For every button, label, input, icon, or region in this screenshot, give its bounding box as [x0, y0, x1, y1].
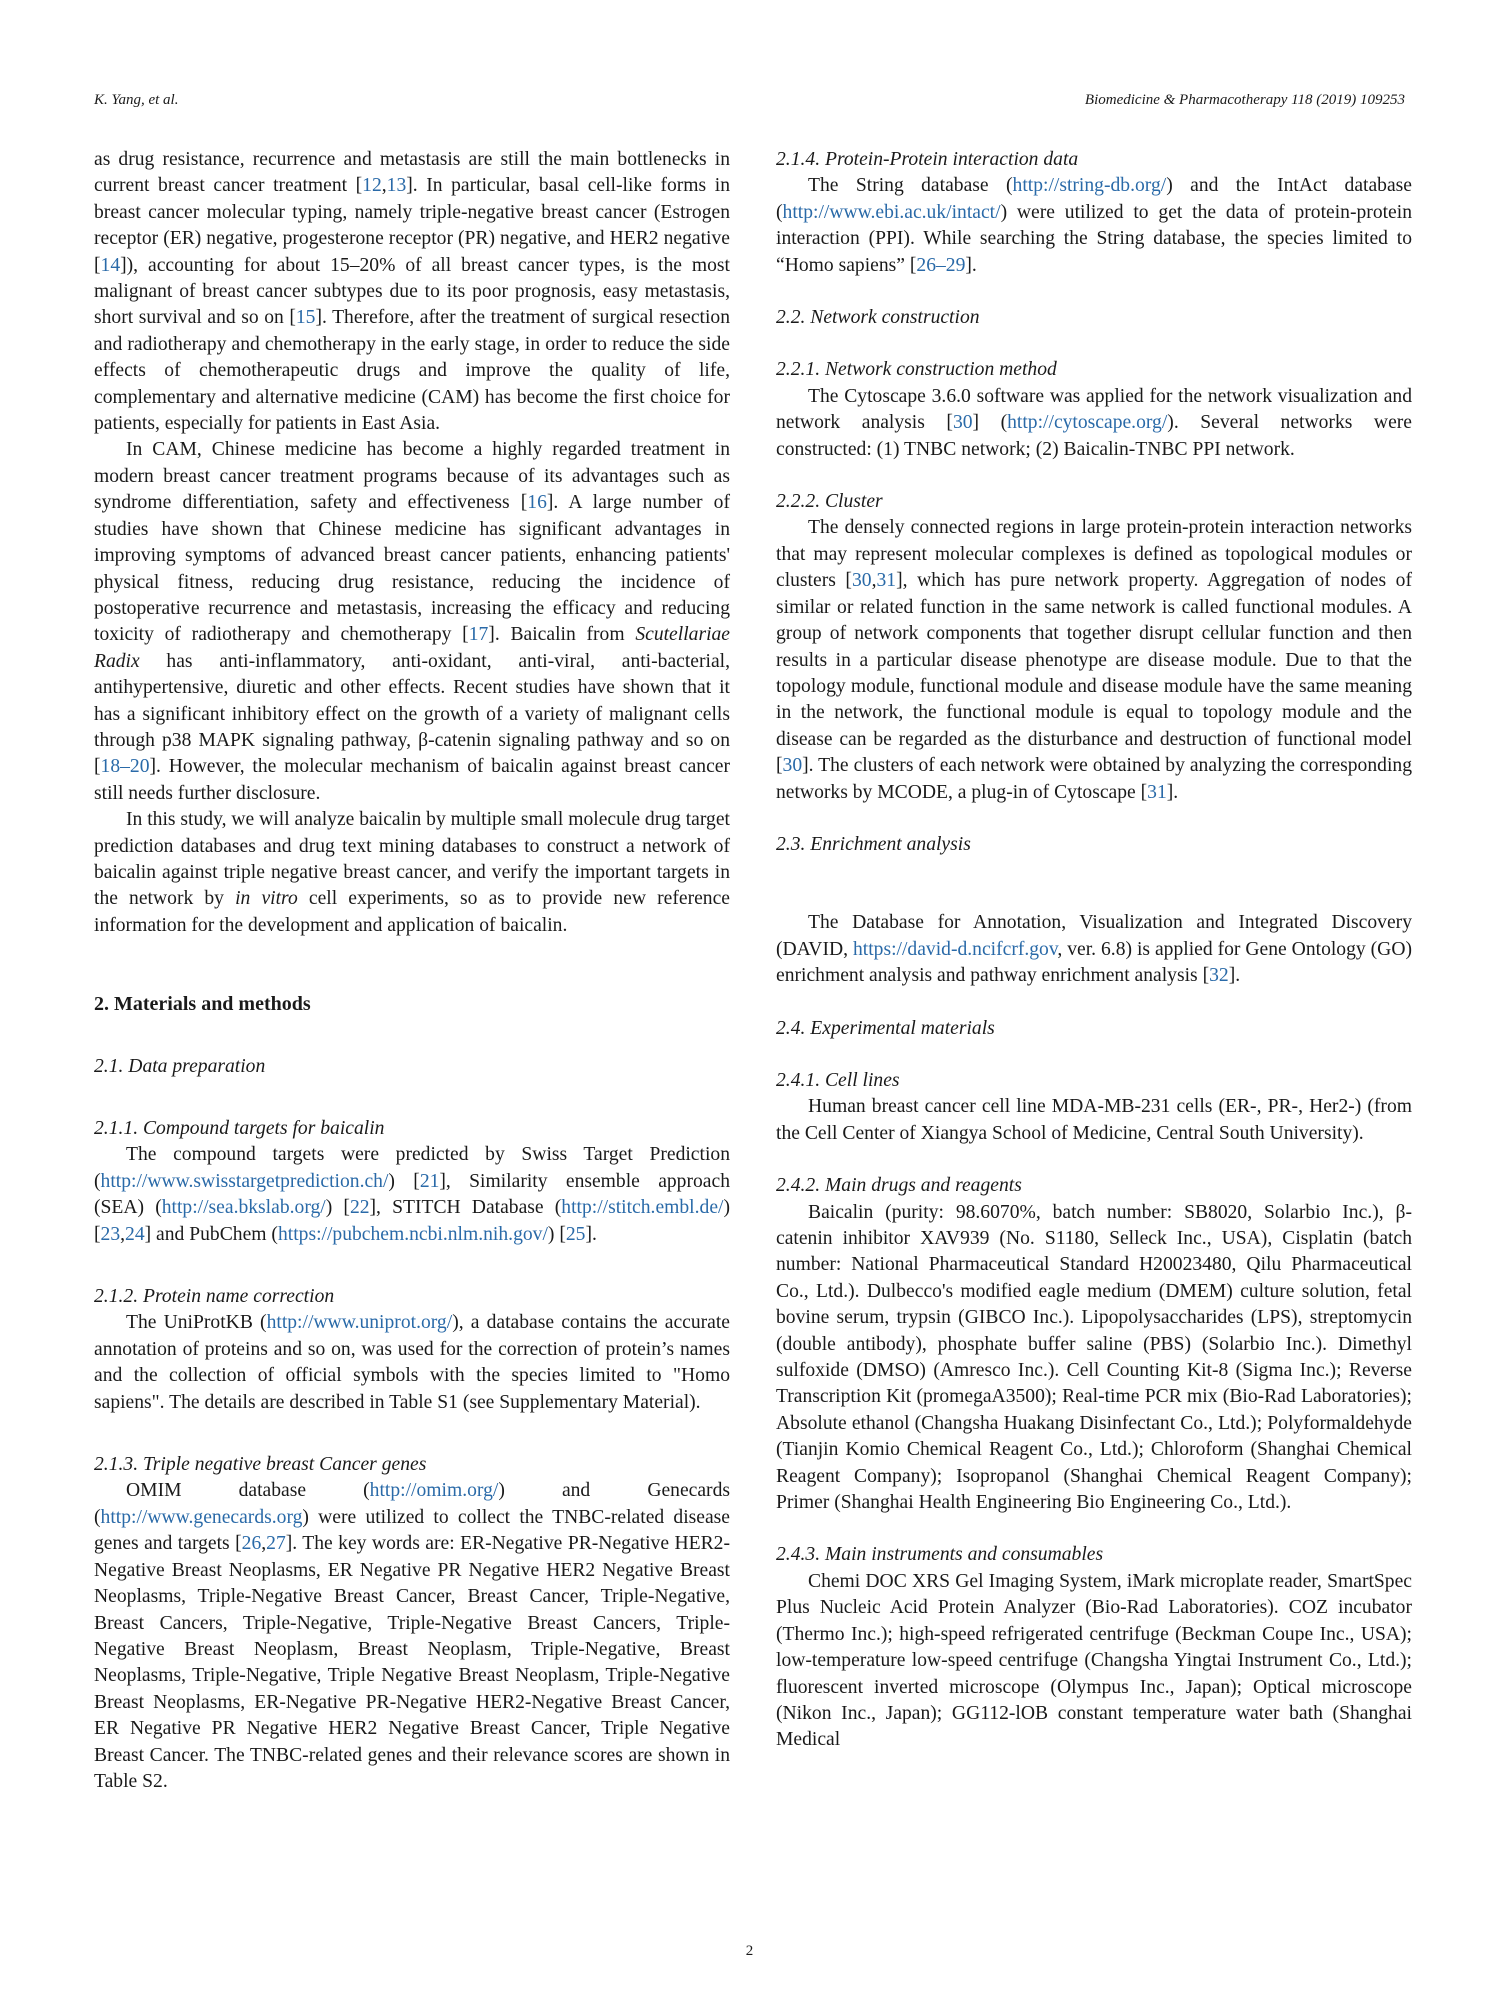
- paragraph-compound-targets: [94, 1142, 730, 1248]
- citation-link[interactable]: 27: [266, 1533, 286, 1555]
- citation-link[interactable]: 31: [876, 570, 897, 592]
- text-run: ) [: [388, 1170, 420, 1192]
- text-run: ) were utilized to get the data of protein-protein interaction (PPI). While searching the String database, the species limited to “Homo sapiens” [: [776, 201, 1412, 276]
- citation-link[interactable]: 22: [349, 1197, 370, 1219]
- subsubsection-heading: 2.2.2. Cluster: [776, 491, 883, 513]
- text-run: as drug resistance, recurrence and metastasis are still the main bottlenecks in current breast cancer treatment [: [94, 149, 730, 197]
- subsubsection-heading: 2.1.3. Triple negative breast Cancer genes: [94, 1454, 427, 1476]
- citation-link[interactable]: 26–29: [916, 254, 966, 276]
- url-link[interactable]: http://www.genecards.org: [100, 1506, 303, 1528]
- url-link[interactable]: https://pubchem.ncbi.nlm.nih.gov/: [277, 1223, 548, 1245]
- text-run: ,: [381, 175, 387, 197]
- text-run: ), a database contains the accurate annotation of proteins and so on, was used for the correction of protein’s names and the collection of official symbols with the species limited to "Homo sapiens". The details are described in Table S1 (see Supplementary Material).: [94, 1312, 731, 1413]
- citation-link[interactable]: 30: [952, 412, 973, 434]
- text-run: ,: [261, 1533, 267, 1555]
- url-link[interactable]: http://stitch.embl.de/: [561, 1197, 724, 1219]
- citation-link[interactable]: 32: [1209, 965, 1229, 987]
- citation-link[interactable]: 24: [125, 1223, 145, 1245]
- citation-link[interactable]: 13: [386, 175, 407, 197]
- text-run: ], which has pure network property. Aggregation of nodes of similar or related function in the same network is called functional modules. A group of network components that together disrupt cellular function and then results in a particular disease phenotype are disease module. Due to that the topology module, functional module and disease module have the same meaning in the network, the functional module is equal to topology module and the disease can be regarded as the disturbance and destruction of functional model [: [776, 570, 1412, 777]
- text-run: ). Several networks were constructed: (1) TNBC network; (2) Baicalin-TNBC PPI network.: [776, 412, 1412, 460]
- subsubsection-heading: 2.1.2. Protein name correction: [94, 1286, 335, 1308]
- url-link[interactable]: http://www.ebi.ac.uk/intact/: [782, 201, 1001, 223]
- url-link[interactable]: http://www.swisstargetprediction.ch/: [100, 1170, 389, 1192]
- paragraph-drugs-reagents: [776, 1200, 1412, 1517]
- paragraph-cam: [94, 437, 730, 807]
- url-link[interactable]: http://string-db.org/: [1012, 175, 1167, 197]
- citation-link[interactable]: 23: [100, 1223, 121, 1245]
- text-run: ]. Baicalin from: [488, 624, 636, 646]
- text-run: ].: [585, 1223, 597, 1245]
- citation-link[interactable]: 16: [527, 492, 547, 514]
- text-run: ) [: [94, 1197, 730, 1245]
- text-run: ].: [965, 254, 977, 276]
- url-link[interactable]: http://sea.bkslab.org/: [161, 1197, 326, 1219]
- text-run: Baicalin (purity: 98.6070%, batch number: SB8020, Solarbio Inc.), β-catenin inhibitor XAV939 (No. S1180, Selleck Inc., USA), Cisplatin (batch number: National Pharmaceutical Standard H20023480, Qilu Pharmaceutical Co., Ltd.). Dulbecco's modified eagle medium (DMEM) culture solution, fetal bovine serum, trypsin (GIBCO Inc.). Lipopolysaccharides (LPS), streptomycin (double antibody), phosphate buffer saline (PBS) (Solarbio Inc.). Dimethyl sulfoxide (DMSO) (Amresco Inc.). Cell Counting Kit-8 (Sigma Inc.); Reverse Transcription Kit (promegaA3500); Real-time PCR mix (Bio-Rad Laboratories); Absolute ethanol (Changsha Huakang Disinfectant Co., Ltd.); Polyformaldehyde (Tianjin Komio Chemical Reagent Co., Ltd.); Chloroform (Shanghai Chemical Reagent Company); Isopropanol (Shanghai Chemical Reagent Company); Primer (Shanghai Health Engineering Bio Engineering Co., Ltd.).: [776, 1201, 1412, 1514]
- paragraph-ppi-data: [776, 173, 1412, 279]
- text-run: ]. The key words are: ER-Negative PR-Negative HER2-Negative Breast Neoplasms, ER Negative PR Negative HER2 Negative Breast Neoplasms, Triple-Negative Breast Cancer, Breast Cancer, Triple-Negative, Breast Cancers, Triple-Negative, Triple-Negative Breast Cancers, Triple-Negative Breast Neoplasm, Breast Neoplasm, Triple-Negative, Breast Neoplasms, Triple-Negative, Triple Negative Breast Neoplasm, Triple-Negative Breast Neoplasms, ER-Negative PR-Negative HER2-Negative Breast Cancer, ER Negative PR Negative HER2 Negative Breast Cancer, Triple Negative Breast Cancer. The TNBC-related genes and their relevance scores are shown in Table S2.: [94, 1533, 730, 1792]
- text-run: ]), accounting for about 15–20% of all breast cancer types, is the most malignant of breast cancer subtypes due to its poor prognosis, easy metastasis, short survival and so on [: [94, 254, 730, 329]
- subsubsection-heading: 2.2.1. Network construction method: [776, 359, 1057, 381]
- subsubsection-heading: 2.1.4. Protein-Protein interaction data: [776, 149, 1079, 170]
- text-run: In this study, we will analyze baicalin by multiple small molecule drug target prediction databases and drug text mining databases to construct a network of baicalin against triple negative breast cancer, and verify the important targets in the network by: [94, 809, 730, 910]
- text-run: ]. However, the molecular mechanism of baicalin against breast cancer still needs further disclosure.: [94, 756, 730, 804]
- text-run: ) and the IntAct database (: [776, 175, 1412, 223]
- text-run: Chemi DOC XRS Gel Imaging System, iMark microplate reader, SmartSpec Plus Nucleic Acid Protein Analyzer (Bio-Rad Laboratories). COZ incubator (Thermo Inc.); high-speed refrigerated centrifuge (Beckman Coupe Inc., USA); low-temperature low-speed centrifuge (Changsha Yingtai Instrument Co., Ltd.); fluorescent inverted microscope (Olympus Inc., Japan); Optical microscope (Nikon Inc., Japan); GG112-lOB constant temperature water bath (Shanghai Medical: [776, 1570, 1412, 1751]
- paragraph-protein-name: [94, 1310, 730, 1416]
- section-heading: 2. Materials and methods: [94, 993, 311, 1016]
- text-run: The Cytoscape 3.6.0 software was applied for the network visualization and network analysis [: [776, 385, 1412, 434]
- text-run: Human breast cancer cell line MDA-MB-231 cells (ER-, PR-, Her2-) (from the Cell Center of Xiangya School of Medicine, Central South University).: [776, 1096, 1412, 1144]
- text-run: ,: [120, 1223, 126, 1245]
- right-column: [776, 147, 1412, 1754]
- paragraph-intro-continued: [94, 147, 730, 437]
- left-column: [94, 147, 730, 1795]
- text-run: ]. In particular, basal cell-like forms in breast cancer molecular typing, namely triple-negative breast cancer (Estrogen receptor (ER) negative, progesterone receptor (PR) negative, and HER2 negative [: [94, 175, 730, 276]
- text-run: ].: [1166, 781, 1179, 803]
- citation-link[interactable]: 30: [851, 570, 872, 592]
- page-number: 2: [745, 1943, 754, 1959]
- url-link[interactable]: http://omim.org/: [369, 1480, 499, 1502]
- citation-link[interactable]: 12: [362, 175, 382, 197]
- text-run: ) and Genecards (: [94, 1480, 730, 1528]
- text-run: ]. A large number of studies have shown that Chinese medicine has significant advantages in improving symptoms of advanced breast cancer patients, enhancing patients' physical fitness, reducing drug resistance, reducing the incidence of postoperative recurrence and metastasis, increasing the efficacy and reducing toxicity of radiotherapy and chemotherapy [: [94, 492, 730, 646]
- text-run: ]. Therefore, after the treatment of surgical resection and radiotherapy and chemotherapy in the early stage, in order to reduce the side effects of chemotherapeutic drugs and improve the quality of life, complementary and alternative medicine (CAM) has become the first choice for patients, especially for patients in East Asia.: [94, 307, 730, 435]
- citation-link[interactable]: 18–20: [100, 756, 150, 778]
- subsection-heading: 2.3. Enrichment analysis: [776, 833, 971, 855]
- text-run: ], STITCH Database (: [369, 1197, 562, 1219]
- url-link[interactable]: https://david-d.ncifcrf.gov: [852, 938, 1058, 960]
- paragraph-tnbc-genes: [94, 1478, 730, 1795]
- url-link[interactable]: http://www.uniprot.org/: [266, 1312, 453, 1334]
- text-run: ].: [1228, 965, 1241, 987]
- text-run: The String database (: [808, 175, 1013, 197]
- text-run: In CAM, Chinese medicine has become a highly regarded treatment in modern breast cancer treatment programs because of its advantages such as syndrome differentiation, safety and effectiveness [: [94, 439, 730, 514]
- citation-link[interactable]: 15: [295, 307, 316, 329]
- text-run-italic: in vitro: [235, 888, 298, 910]
- paragraph-cluster: [776, 515, 1412, 805]
- subsection-heading: 2.4. Experimental materials: [776, 1017, 995, 1039]
- text-run: The Database for Annotation, Visualization and Integrated Discovery (DAVID,: [776, 912, 1412, 960]
- subsubsection-heading: 2.4.3. Main instruments and consumables: [776, 1544, 1104, 1566]
- text-run: has anti-inflammatory, anti-oxidant, anti-viral, anti-bacterial, antihypertensive, diuretic and other effects. Recent studies have shown that it has a significant inhibitory effect on the growth of a variety of malignant cells through p38 MAPK signaling pathway, β-catenin signaling pathway and so on [: [94, 650, 730, 778]
- running-header-journal: Biomedicine & Pharmacotherapy 118 (2019) 109253: [1084, 92, 1405, 108]
- citation-link[interactable]: 17: [468, 624, 489, 646]
- subsubsection-heading: 2.4.1. Cell lines: [776, 1069, 900, 1091]
- text-run: ]. The clusters of each network were obtained by analyzing the corresponding networks by MCODE, a plug-in of Cytoscape [: [776, 755, 1412, 803]
- subsection-heading: 2.2. Network construction: [776, 307, 980, 329]
- paragraph-cell-lines: [776, 1094, 1412, 1147]
- text-run: cell experiments, so as to provide new reference information for the development and application of baicalin.: [94, 888, 730, 936]
- text-run: ] and PubChem (: [144, 1223, 278, 1245]
- paragraph-enrichment: [776, 910, 1412, 989]
- paragraph-study-aim: [94, 807, 730, 939]
- text-run: ) [: [325, 1197, 350, 1219]
- text-run: ] (: [972, 412, 1008, 434]
- text-run: , ver. 6.8) is applied for Gene Ontology (GO) enrichment analysis and pathway enrichment analysis [: [776, 938, 1412, 987]
- subsubsection-heading: 2.1.1. Compound targets for baicalin: [94, 1118, 385, 1139]
- text-run-italic: Scutellariae Radix: [94, 624, 731, 672]
- citation-link[interactable]: 21: [419, 1170, 440, 1192]
- text-run: The densely connected regions in large protein-protein interaction networks that may represent molecular complexes is defined as topological modules or clusters [: [776, 517, 1412, 592]
- text-run: ], Similarity ensemble approach (SEA) (: [94, 1170, 730, 1219]
- subsection-heading: 2.1. Data preparation: [94, 1055, 266, 1077]
- text-run: ,: [871, 570, 877, 592]
- text-run: The UniProtKB (: [126, 1312, 267, 1334]
- citation-link[interactable]: 31: [1147, 781, 1167, 803]
- paragraph-instruments: [776, 1569, 1412, 1754]
- paragraph-network-method: [776, 384, 1412, 463]
- citation-link[interactable]: 14: [100, 254, 121, 276]
- citation-link[interactable]: 30: [782, 755, 803, 777]
- subsubsection-heading: 2.4.2. Main drugs and reagents: [776, 1175, 1022, 1197]
- text-run: OMIM database (: [126, 1480, 370, 1502]
- citation-link[interactable]: 25: [565, 1223, 586, 1245]
- url-link[interactable]: http://cytoscape.org/: [1007, 412, 1168, 434]
- text-run: ) were utilized to collect the TNBC-related disease genes and targets [: [94, 1506, 730, 1555]
- text-run: ) [: [547, 1223, 566, 1245]
- running-header-authors: K. Yang, et al.: [94, 92, 179, 108]
- citation-link[interactable]: 26: [241, 1533, 262, 1555]
- text-run: The compound targets were predicted by Swiss Target Prediction (: [94, 1144, 730, 1192]
